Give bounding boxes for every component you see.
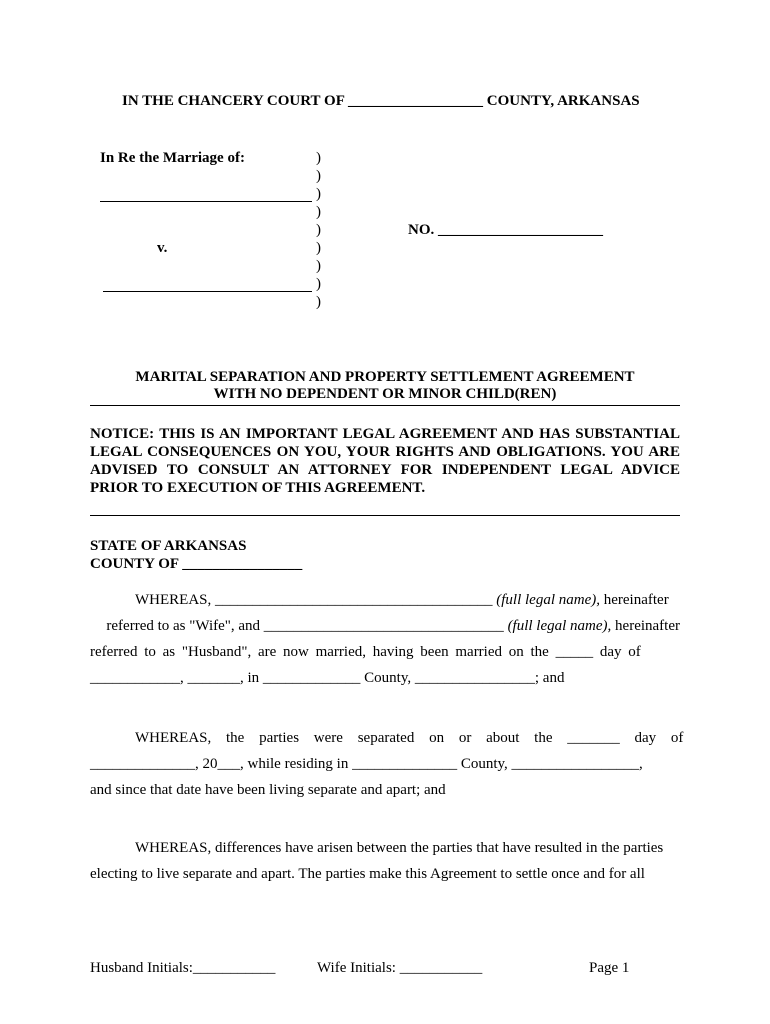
agreement-title-line2: WITH NO DEPENDENT OR MINOR CHILD(REN) xyxy=(213,386,557,402)
caption-paren: ) xyxy=(316,222,321,238)
husband-name-field[interactable]: referred to as "Wife", and ________________________________ xyxy=(106,618,508,634)
court-heading: IN THE CHANCERY COURT OF __________________ COUNTY, ARKANSAS xyxy=(122,93,640,109)
party-two-name-line[interactable] xyxy=(103,291,312,292)
in-re-label: In Re the Marriage of: xyxy=(100,150,245,166)
wife-name-field[interactable]: WHEREAS, _____________________________________ xyxy=(135,592,497,608)
caption-paren: ) xyxy=(316,150,321,166)
party-one-name-line[interactable] xyxy=(100,201,312,202)
marriage-place-line[interactable]: ____________, _______, in _____________ County, ________________; and xyxy=(90,670,565,686)
notice-paragraph: NOTICE: THIS IS AN IMPORTANT LEGAL AGREEMENT AND HAS SUBSTANTIAL LEGAL CONSEQUENCES ON YOU, YOUR RIGHTS AND OBLIGATIONS. YOU ARE ADVISED TO CONSULT AN ATTORNEY FOR INDEPENDENT LEGAL ADVICE PRIOR TO EXECUTION OF THIS AGREEMENT. xyxy=(90,426,680,496)
title-divider xyxy=(90,405,680,406)
venue-state: STATE OF ARKANSAS xyxy=(90,538,247,554)
caption-paren: ) xyxy=(316,168,321,184)
caption-paren: ) xyxy=(316,240,321,256)
whereas-husband-line xyxy=(90,618,680,635)
caption-paren: ) xyxy=(316,294,321,310)
agreement-title-line1: MARITAL SEPARATION AND PROPERTY SETTLEMENT AGREEMENT xyxy=(135,369,635,385)
husband-initials-field[interactable]: Husband Initials:___________ xyxy=(90,960,276,976)
hereinafter-text: hereinafter xyxy=(599,592,669,608)
page-number: Page 1 xyxy=(589,960,630,976)
separation-date-line[interactable]: WHEREAS, the parties were separated on or about the _______ day of xyxy=(135,730,684,746)
whereas-marriage-paragraph xyxy=(90,592,680,687)
whereas-separation-paragraph xyxy=(90,730,684,799)
whereas-wife-line xyxy=(90,592,680,609)
caption-paren: ) xyxy=(316,186,321,202)
differences-line1: WHEREAS, differences have arisen between the parties that have resulted in the parties xyxy=(135,840,664,856)
full-legal-name-note: (full legal name), xyxy=(496,592,600,608)
hereinafter-text: hereinafter xyxy=(611,618,680,634)
venue-county[interactable]: COUNTY OF ________________ xyxy=(90,556,303,572)
differences-line2: electing to live separate and apart. The parties make this Agreement to settle once and for all xyxy=(90,866,645,882)
full-legal-name-note: (full legal name), xyxy=(507,618,612,634)
caption-paren: ) xyxy=(316,258,321,274)
notice-divider xyxy=(90,515,680,516)
whereas-differences-paragraph xyxy=(90,840,680,883)
case-number-field[interactable]: NO. ______________________ xyxy=(408,222,603,238)
wife-initials-field[interactable]: Wife Initials: ___________ xyxy=(317,960,483,976)
versus-label: v. xyxy=(157,240,168,256)
separation-continuation-line: and since that date have been living separate and apart; and xyxy=(90,782,446,798)
marriage-date-line[interactable]: referred to as "Husband", are now married, having been married on the _____ day of xyxy=(90,644,641,660)
caption-paren: ) xyxy=(316,204,321,220)
caption-paren: ) xyxy=(316,276,321,292)
separation-residence-line[interactable]: ______________, 20___, while residing in ______________ County, _________________, xyxy=(90,756,643,772)
